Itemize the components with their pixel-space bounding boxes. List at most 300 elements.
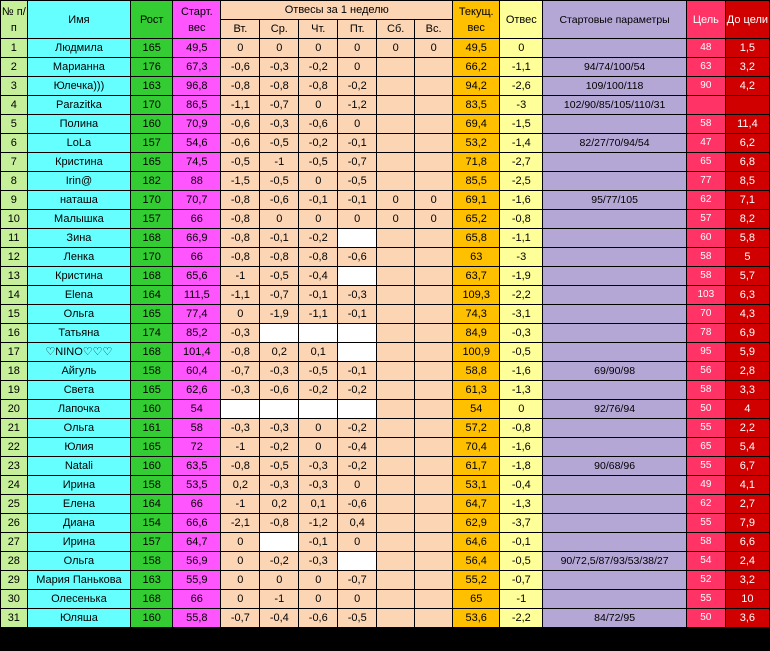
weekly-loss-cell: -0,8 — [221, 248, 260, 267]
start-weight-cell: 85,2 — [173, 324, 221, 343]
weekly-loss-cell — [377, 552, 415, 571]
loss-cell: 0 — [500, 400, 543, 419]
start-params-cell — [543, 476, 687, 495]
weekly-loss-cell: -1,1 — [221, 286, 260, 305]
weekly-loss-cell: 0 — [299, 39, 338, 58]
weekly-loss-cell — [415, 343, 453, 362]
weekly-loss-cell: -0,8 — [221, 229, 260, 248]
weekly-loss-cell: -0,6 — [221, 134, 260, 153]
loss-cell: -0,1 — [500, 533, 543, 552]
height-cell: 160 — [131, 457, 173, 476]
start-weight-cell: 70,9 — [173, 115, 221, 134]
row-number: 29 — [1, 571, 28, 590]
weekly-loss-cell — [377, 400, 415, 419]
weekly-loss-cell: 0,1 — [299, 495, 338, 514]
weekly-loss-cell: -0,8 — [260, 248, 299, 267]
weekly-loss-cell: -0,8 — [221, 77, 260, 96]
goal-cell: 65 — [686, 153, 725, 172]
weekly-loss-cell: -1,9 — [260, 305, 299, 324]
to-goal-cell: 1,5 — [725, 39, 769, 58]
height-cell: 170 — [131, 96, 173, 115]
start-params-cell: 95/77/105 — [543, 191, 687, 210]
weekly-loss-cell: -0,1 — [338, 134, 377, 153]
weekly-loss-cell: -0,2 — [260, 552, 299, 571]
start-params-cell — [543, 39, 687, 58]
goal-cell: 57 — [686, 210, 725, 229]
start-weight-cell: 53,5 — [173, 476, 221, 495]
weekly-loss-cell: 0 — [260, 39, 299, 58]
to-goal-cell: 6,9 — [725, 324, 769, 343]
table-row — [1, 381, 770, 400]
goal-cell: 56 — [686, 362, 725, 381]
row-number: 5 — [1, 115, 28, 134]
start-weight-cell: 55,9 — [173, 571, 221, 590]
goal-cell: 63 — [686, 58, 725, 77]
current-weight-cell: 109,3 — [453, 286, 500, 305]
weekly-loss-cell — [415, 552, 453, 571]
header-num: № п/п — [1, 1, 28, 39]
to-goal-cell: 7,1 — [725, 191, 769, 210]
to-goal-cell: 6,7 — [725, 457, 769, 476]
goal-cell: 48 — [686, 39, 725, 58]
start-params-cell — [543, 229, 687, 248]
participant-name: Юлия — [27, 438, 131, 457]
current-weight-cell: 69,4 — [453, 115, 500, 134]
table-row — [1, 305, 770, 324]
row-number: 11 — [1, 229, 28, 248]
current-weight-cell: 94,2 — [453, 77, 500, 96]
start-weight-cell: 66,6 — [173, 514, 221, 533]
weekly-loss-cell: -0,1 — [338, 191, 377, 210]
goal-cell: 90 — [686, 77, 725, 96]
current-weight-cell: 85,5 — [453, 172, 500, 191]
loss-cell: -2,5 — [500, 172, 543, 191]
height-cell: 168 — [131, 229, 173, 248]
header-day: Вт. — [221, 20, 260, 39]
weekly-loss-cell: -1,1 — [299, 305, 338, 324]
table-row — [1, 590, 770, 609]
weekly-loss-cell — [415, 533, 453, 552]
table-row — [1, 286, 770, 305]
weekly-loss-cell — [415, 609, 453, 628]
weekly-loss-cell — [377, 134, 415, 153]
goal-cell: 58 — [686, 381, 725, 400]
loss-cell: 0 — [500, 39, 543, 58]
weekly-loss-cell — [338, 267, 377, 286]
table-row — [1, 58, 770, 77]
weekly-loss-cell: 0 — [299, 172, 338, 191]
participant-name: Ирина — [27, 533, 131, 552]
weekly-loss-cell: -0,8 — [299, 248, 338, 267]
start-weight-cell: 101,4 — [173, 343, 221, 362]
weekly-loss-cell: -0,5 — [221, 153, 260, 172]
current-weight-cell: 70,4 — [453, 438, 500, 457]
weekly-loss-cell — [338, 552, 377, 571]
weekly-loss-cell: 0 — [338, 533, 377, 552]
start-params-cell — [543, 267, 687, 286]
weekly-loss-cell: -0,3 — [299, 457, 338, 476]
header-to-goal: До цели — [725, 1, 769, 39]
row-number: 17 — [1, 343, 28, 362]
height-cell: 163 — [131, 571, 173, 590]
row-number: 22 — [1, 438, 28, 457]
start-params-cell — [543, 495, 687, 514]
current-weight-cell: 64,6 — [453, 533, 500, 552]
weekly-loss-cell — [377, 286, 415, 305]
height-cell: 154 — [131, 514, 173, 533]
weekly-loss-cell: -0,6 — [221, 58, 260, 77]
current-weight-cell: 61,7 — [453, 457, 500, 476]
table-row — [1, 609, 770, 628]
weekly-loss-cell — [415, 324, 453, 343]
goal-cell: 58 — [686, 267, 725, 286]
table-row — [1, 533, 770, 552]
weekly-loss-cell: -0,5 — [338, 609, 377, 628]
weekly-loss-cell: -0,5 — [299, 362, 338, 381]
start-weight-cell: 55,8 — [173, 609, 221, 628]
weekly-loss-cell: -0,2 — [338, 419, 377, 438]
start-params-cell — [543, 305, 687, 324]
to-goal-cell: 6,3 — [725, 286, 769, 305]
current-weight-cell: 100,9 — [453, 343, 500, 362]
height-cell: 170 — [131, 191, 173, 210]
weekly-loss-cell: -0,6 — [260, 381, 299, 400]
weekly-loss-cell — [377, 590, 415, 609]
current-weight-cell: 49,5 — [453, 39, 500, 58]
height-cell: 158 — [131, 476, 173, 495]
loss-cell: -0,5 — [500, 343, 543, 362]
weekly-loss-cell — [415, 172, 453, 191]
weekly-loss-cell — [377, 419, 415, 438]
participant-name: Кристина — [27, 267, 131, 286]
participant-name: Natali — [27, 457, 131, 476]
weekly-loss-cell — [415, 381, 453, 400]
weekly-loss-cell: -1 — [260, 590, 299, 609]
loss-cell: -1,6 — [500, 362, 543, 381]
loss-cell: -1,3 — [500, 495, 543, 514]
weekly-loss-cell: 0 — [299, 438, 338, 457]
table-row — [1, 77, 770, 96]
weekly-loss-cell — [415, 419, 453, 438]
loss-cell: -1,1 — [500, 58, 543, 77]
weekly-loss-cell — [377, 115, 415, 134]
to-goal-cell: 2,4 — [725, 552, 769, 571]
current-weight-cell: 65,8 — [453, 229, 500, 248]
goal-cell: 62 — [686, 191, 725, 210]
row-number: 13 — [1, 267, 28, 286]
start-weight-cell: 77,4 — [173, 305, 221, 324]
weekly-loss-cell: -0,2 — [260, 438, 299, 457]
current-weight-cell: 71,8 — [453, 153, 500, 172]
row-number: 9 — [1, 191, 28, 210]
goal-cell: 52 — [686, 571, 725, 590]
loss-cell: -0,5 — [500, 552, 543, 571]
loss-cell: -0,8 — [500, 210, 543, 229]
weekly-loss-cell: -0,8 — [260, 514, 299, 533]
to-goal-cell: 6,6 — [725, 533, 769, 552]
goal-cell: 62 — [686, 495, 725, 514]
weekly-loss-cell: -0,6 — [260, 191, 299, 210]
weekly-loss-cell — [415, 77, 453, 96]
table-row — [1, 324, 770, 343]
weekly-loss-cell — [221, 400, 260, 419]
height-cell: 164 — [131, 495, 173, 514]
weekly-loss-cell: 0 — [415, 210, 453, 229]
participant-name: Elena — [27, 286, 131, 305]
current-weight-cell: 65,2 — [453, 210, 500, 229]
weekly-loss-cell: -0,3 — [260, 419, 299, 438]
current-weight-cell: 74,3 — [453, 305, 500, 324]
weekly-loss-cell — [377, 362, 415, 381]
participant-name: Света — [27, 381, 131, 400]
header-height: Рост — [131, 1, 173, 39]
row-number: 16 — [1, 324, 28, 343]
participant-name: Людмила — [27, 39, 131, 58]
weekly-loss-cell — [377, 514, 415, 533]
weekly-loss-cell: -0,6 — [221, 115, 260, 134]
weekly-loss-cell — [377, 77, 415, 96]
start-params-cell: 102/90/85/105/110/31 — [543, 96, 687, 115]
weekly-loss-cell: -0,3 — [338, 286, 377, 305]
weekly-loss-cell — [415, 248, 453, 267]
loss-cell: -1,3 — [500, 381, 543, 400]
loss-cell: -0,7 — [500, 571, 543, 590]
participant-name: Parazitka — [27, 96, 131, 115]
loss-cell: -0,3 — [500, 324, 543, 343]
current-weight-cell: 53,2 — [453, 134, 500, 153]
start-weight-cell: 60,4 — [173, 362, 221, 381]
weekly-loss-cell: 0,2 — [260, 343, 299, 362]
to-goal-cell: 4,1 — [725, 476, 769, 495]
weekly-loss-cell — [377, 438, 415, 457]
header-name: Имя — [27, 1, 131, 39]
loss-cell: -2,2 — [500, 609, 543, 628]
start-params-cell: 82/27/70/94/54 — [543, 134, 687, 153]
participant-name: Диана — [27, 514, 131, 533]
height-cell: 182 — [131, 172, 173, 191]
start-weight-cell: 54 — [173, 400, 221, 419]
goal-cell: 55 — [686, 419, 725, 438]
weekly-loss-cell — [377, 305, 415, 324]
height-cell: 165 — [131, 39, 173, 58]
weekly-loss-cell: 0 — [415, 191, 453, 210]
loss-cell: -0,8 — [500, 419, 543, 438]
header-current-weight: Текущ. вес — [453, 1, 500, 39]
participant-name: Лапочка — [27, 400, 131, 419]
loss-cell: -2,2 — [500, 286, 543, 305]
current-weight-cell: 54 — [453, 400, 500, 419]
weekly-loss-cell: -1,2 — [299, 514, 338, 533]
goal-cell: 55 — [686, 590, 725, 609]
weekly-loss-cell: -0,2 — [299, 381, 338, 400]
table-row — [1, 39, 770, 58]
goal-cell: 78 — [686, 324, 725, 343]
weekly-loss-cell — [377, 457, 415, 476]
header-day: Ср. — [260, 20, 299, 39]
start-params-cell — [543, 381, 687, 400]
goal-cell: 55 — [686, 514, 725, 533]
weekly-loss-cell: 0 — [299, 419, 338, 438]
table-row — [1, 248, 770, 267]
table-row — [1, 495, 770, 514]
start-weight-cell: 66 — [173, 590, 221, 609]
weekly-loss-cell: 0,2 — [221, 476, 260, 495]
start-params-cell — [543, 419, 687, 438]
to-goal-cell: 11,4 — [725, 115, 769, 134]
weekly-loss-cell — [299, 324, 338, 343]
weekly-loss-cell: 0 — [415, 39, 453, 58]
to-goal-cell: 7,9 — [725, 514, 769, 533]
participant-name: Юлечка))) — [27, 77, 131, 96]
loss-cell: -1,5 — [500, 115, 543, 134]
weekly-loss-cell: -0,3 — [299, 476, 338, 495]
weekly-loss-cell — [415, 267, 453, 286]
weekly-loss-cell: -0,2 — [299, 134, 338, 153]
loss-cell: -3 — [500, 96, 543, 115]
weekly-loss-cell — [415, 476, 453, 495]
start-params-cell — [543, 324, 687, 343]
weekly-loss-cell: -0,6 — [338, 495, 377, 514]
header-start-params: Стартовые параметры — [543, 1, 687, 39]
start-params-cell — [543, 590, 687, 609]
to-goal-cell: 8,5 — [725, 172, 769, 191]
weekly-loss-cell: -0,2 — [299, 229, 338, 248]
weekly-loss-cell: -0,3 — [260, 115, 299, 134]
start-weight-cell: 56,9 — [173, 552, 221, 571]
loss-cell: -1,6 — [500, 438, 543, 457]
current-weight-cell: 83,5 — [453, 96, 500, 115]
to-goal-cell — [725, 96, 769, 115]
start-params-cell — [543, 343, 687, 362]
weekly-loss-cell: 0 — [338, 476, 377, 495]
start-weight-cell: 70,7 — [173, 191, 221, 210]
weekly-loss-cell: -0,7 — [260, 286, 299, 305]
current-weight-cell: 62,9 — [453, 514, 500, 533]
row-number: 31 — [1, 609, 28, 628]
header-day: Сб. — [377, 20, 415, 39]
weekly-loss-cell — [338, 229, 377, 248]
table-row — [1, 362, 770, 381]
weekly-loss-cell: -0,7 — [338, 153, 377, 172]
to-goal-cell: 4 — [725, 400, 769, 419]
table-row — [1, 134, 770, 153]
weekly-loss-cell — [415, 229, 453, 248]
to-goal-cell: 8,2 — [725, 210, 769, 229]
loss-cell: -1,9 — [500, 267, 543, 286]
weekly-loss-cell — [415, 362, 453, 381]
weekly-loss-cell — [377, 533, 415, 552]
start-weight-cell: 111,5 — [173, 286, 221, 305]
row-number: 12 — [1, 248, 28, 267]
height-cell: 170 — [131, 248, 173, 267]
start-weight-cell: 96,8 — [173, 77, 221, 96]
weekly-loss-cell: -0,8 — [221, 457, 260, 476]
goal-cell — [686, 96, 725, 115]
start-params-cell — [543, 248, 687, 267]
current-weight-cell: 61,3 — [453, 381, 500, 400]
weekly-loss-cell: -0,1 — [299, 191, 338, 210]
weekly-loss-cell — [338, 324, 377, 343]
start-params-cell: 109/100/118 — [543, 77, 687, 96]
weekly-loss-cell — [415, 286, 453, 305]
start-params-cell — [543, 514, 687, 533]
goal-cell: 50 — [686, 400, 725, 419]
to-goal-cell: 3,3 — [725, 381, 769, 400]
weekly-loss-cell: -1,1 — [221, 96, 260, 115]
weekly-loss-cell: -0,4 — [260, 609, 299, 628]
participant-name: Ирина — [27, 476, 131, 495]
header-start-weight: Старт. вес — [173, 1, 221, 39]
weekly-loss-cell — [377, 96, 415, 115]
row-number: 4 — [1, 96, 28, 115]
start-params-cell: 92/76/94 — [543, 400, 687, 419]
loss-cell: -2,7 — [500, 153, 543, 172]
to-goal-cell: 3,2 — [725, 58, 769, 77]
row-number: 8 — [1, 172, 28, 191]
height-cell: 160 — [131, 115, 173, 134]
height-cell: 158 — [131, 552, 173, 571]
weekly-loss-cell — [299, 400, 338, 419]
goal-cell: 58 — [686, 533, 725, 552]
weekly-loss-cell: -0,1 — [338, 305, 377, 324]
current-weight-cell: 53,6 — [453, 609, 500, 628]
weekly-loss-cell: 0 — [338, 115, 377, 134]
row-number: 15 — [1, 305, 28, 324]
weekly-loss-cell: -0,8 — [299, 77, 338, 96]
start-params-cell — [543, 172, 687, 191]
weekly-loss-cell — [377, 248, 415, 267]
loss-cell: -1,1 — [500, 229, 543, 248]
weekly-loss-cell: -0,8 — [260, 77, 299, 96]
to-goal-cell: 2,7 — [725, 495, 769, 514]
current-weight-cell: 55,2 — [453, 571, 500, 590]
weekly-loss-cell — [415, 457, 453, 476]
goal-cell: 77 — [686, 172, 725, 191]
weekly-loss-cell — [377, 153, 415, 172]
table-row — [1, 514, 770, 533]
height-cell: 168 — [131, 267, 173, 286]
participant-name: LoLa — [27, 134, 131, 153]
height-cell: 165 — [131, 438, 173, 457]
participant-name: Ленка — [27, 248, 131, 267]
weekly-loss-cell — [415, 96, 453, 115]
current-weight-cell: 66,2 — [453, 58, 500, 77]
table-row — [1, 571, 770, 590]
row-number: 18 — [1, 362, 28, 381]
table-row — [1, 96, 770, 115]
to-goal-cell: 4,2 — [725, 77, 769, 96]
row-number: 21 — [1, 419, 28, 438]
weekly-loss-cell: -0,4 — [299, 267, 338, 286]
weekly-loss-cell: 0 — [299, 210, 338, 229]
goal-cell: 65 — [686, 438, 725, 457]
to-goal-cell: 5,9 — [725, 343, 769, 362]
row-number: 28 — [1, 552, 28, 571]
row-number: 23 — [1, 457, 28, 476]
row-number: 14 — [1, 286, 28, 305]
weekly-loss-cell: 0 — [221, 39, 260, 58]
weekly-loss-cell: 0,1 — [299, 343, 338, 362]
participant-name: наташа — [27, 191, 131, 210]
weekly-loss-cell: 0 — [338, 58, 377, 77]
loss-cell: -3 — [500, 248, 543, 267]
row-number: 10 — [1, 210, 28, 229]
weekly-loss-cell: -0,7 — [221, 609, 260, 628]
current-weight-cell: 64,7 — [453, 495, 500, 514]
start-params-cell: 94/74/100/54 — [543, 58, 687, 77]
weekly-loss-cell: -0,3 — [221, 381, 260, 400]
table-row — [1, 438, 770, 457]
